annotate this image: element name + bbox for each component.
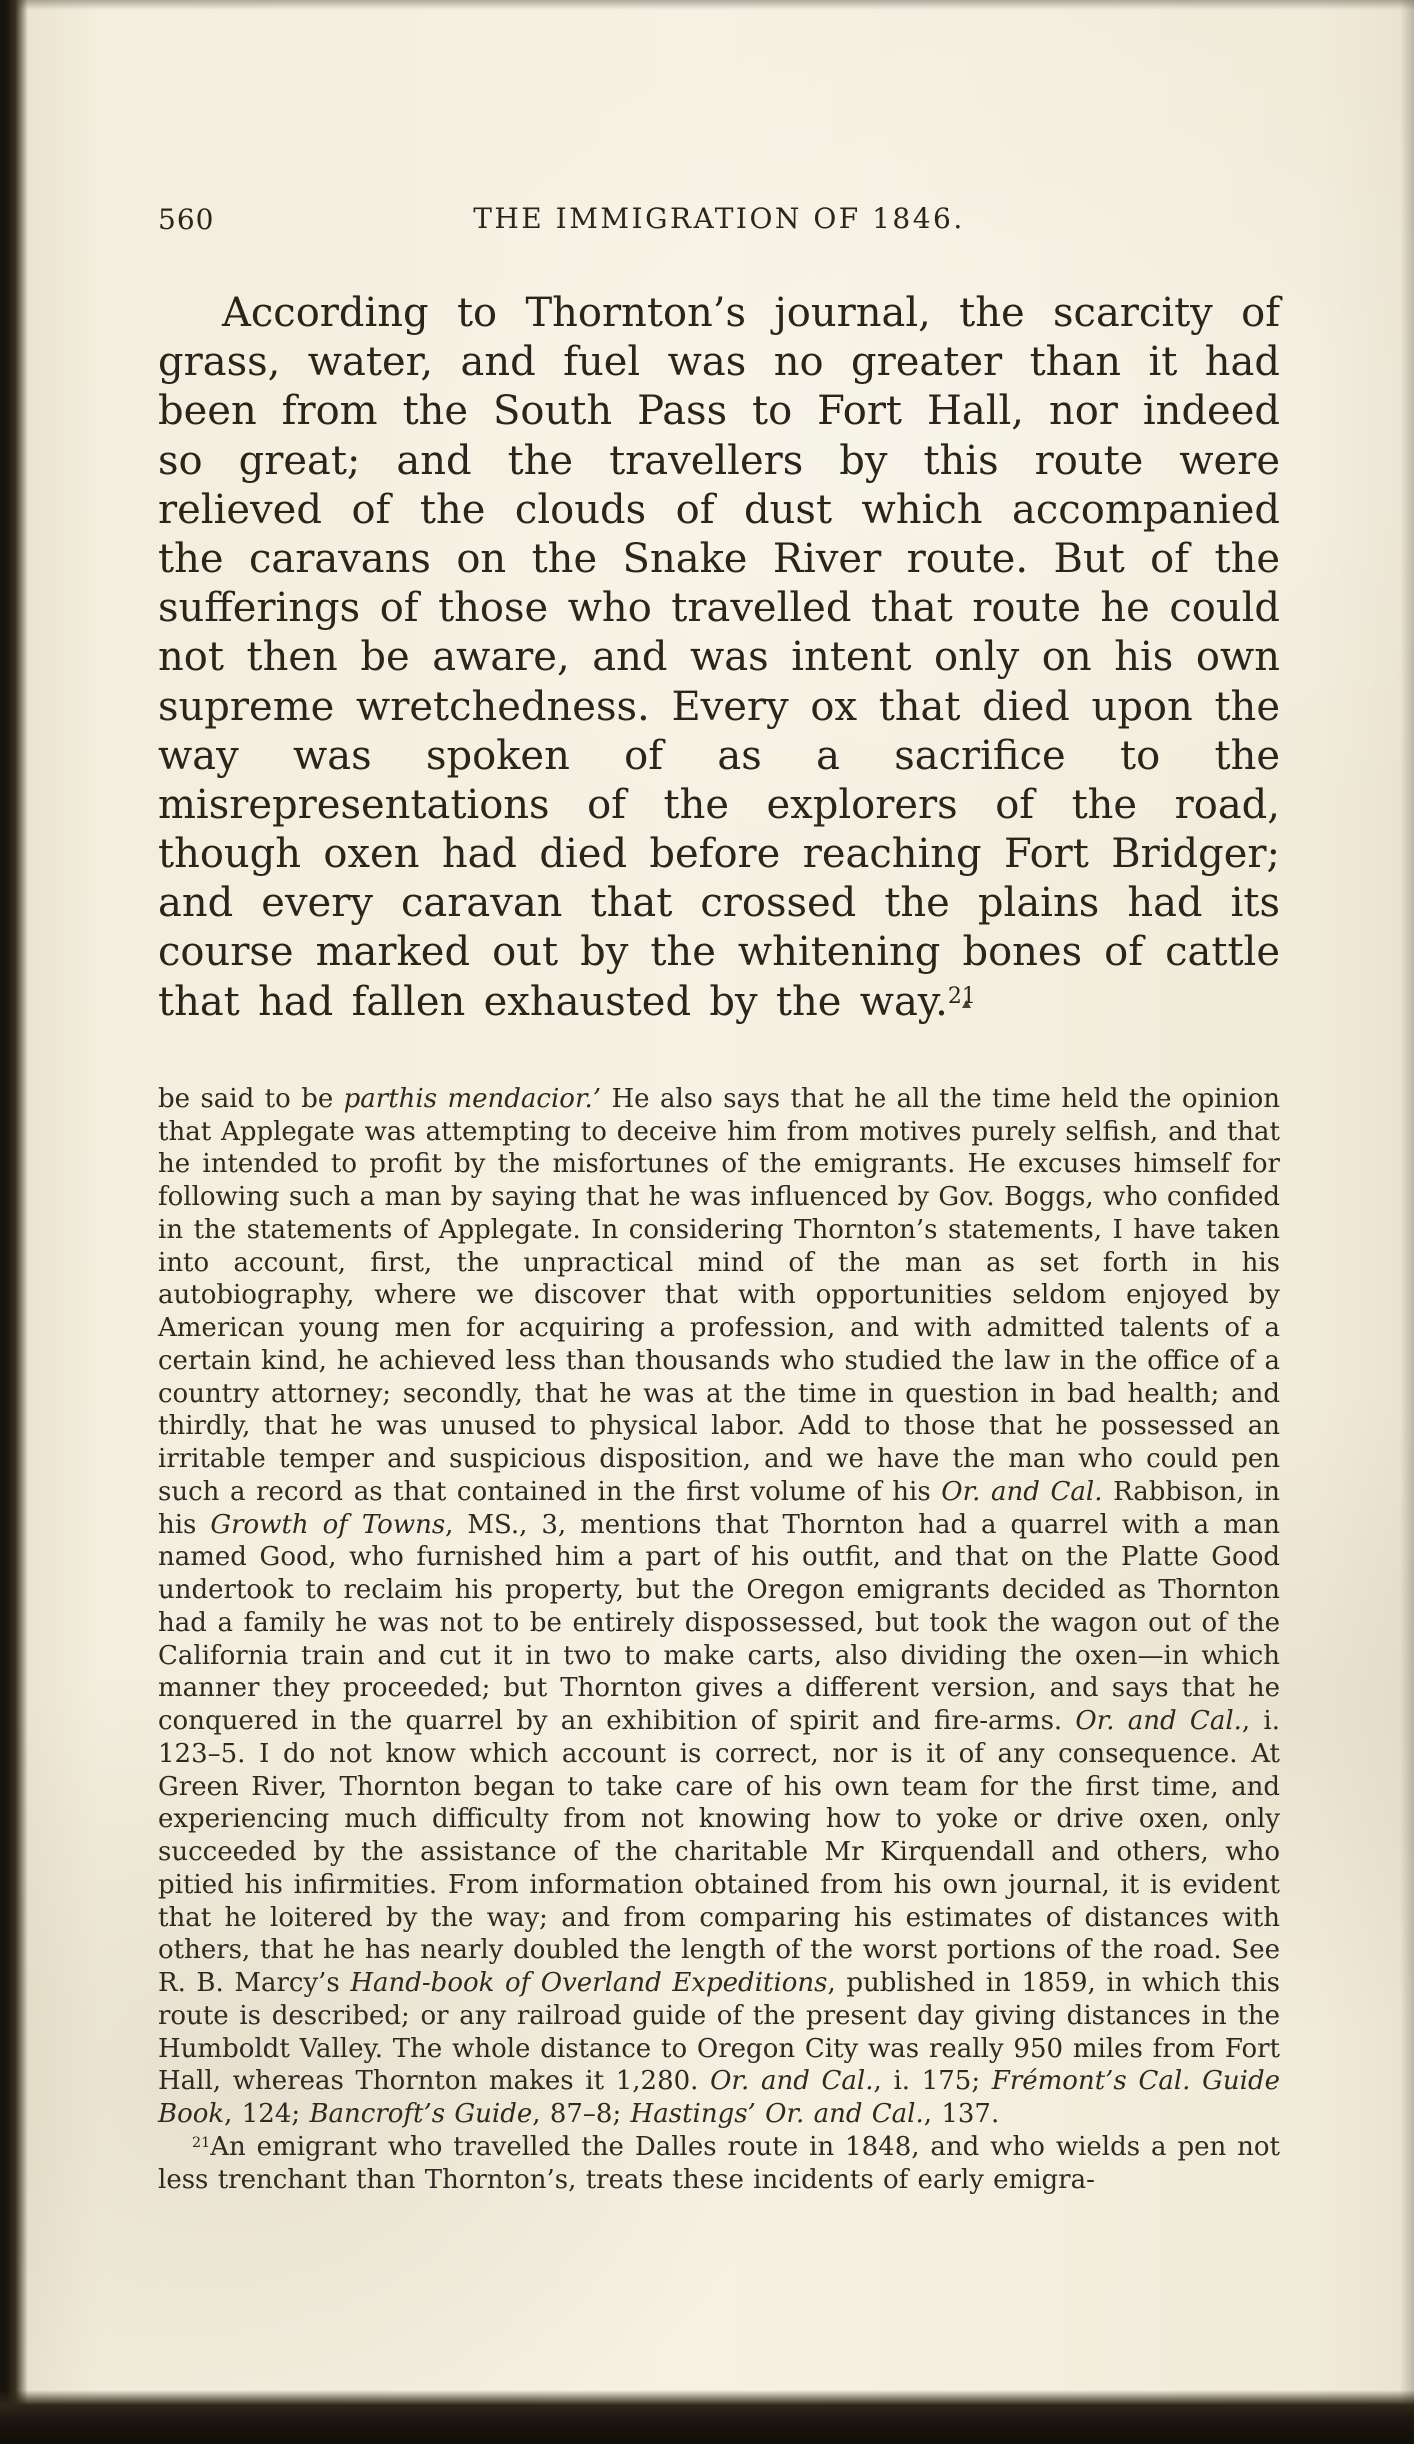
page-number: 560	[158, 203, 215, 236]
footnote-continuation: be said to be parthis mendacior.’ He also says that he all the time held the opinion that Applegate was attempting to deceive him from motives purely selfish, and that he intended to profit by the misfortunes of the emigrants. He excuses himself for following such a man by saying that he was influenced by Gov. Boggs, who confided in the statements of Applegate. In considering Thornton’s statements, I have taken into account, first, the unpractical mind of the man as set forth in his autobiography, where we discover that with opportunities seldom enjoyed by American young men for acquiring a profession, and with admitted talents of a certain kind, he achieved less than thousands who studied the law in the office of a country attorney; secondly, that he was at the time in question in bad health; and thirdly, that he was unused to physical labor. Add to those that he possessed an irritable temper and suspicious disposition, and we have the man who could pen such a record as that contained in the first volume of his Or. and Cal. Rabbison, in his Growth of Towns, MS., 3, mentions that Thornton had a quarrel with a man named Good, who furnished him a part of his outfit, and that on the Platte Good undertook to reclaim his property, but the Oregon emigrants decided as Thornton had a family he was not to be entirely dispossessed, but took the wagon out of the California train and cut it in two to make carts, also dividing the oxen—in which manner they proceeded; but Thornton gives a different version, and says that he conquered in the quarrel by an exhibition of spirit and fire-arms. Or. and Cal., i. 123–5. I do not know which account is correct, nor is it of any consequence. At Green River, Thornton began to take care of his own team for the first time, and experiencing much difficulty from not knowing how to yoke or drive oxen, only succeeded by the assistance of the charitable Mr Kirquendall and others, who pitied his infirmities. From information obtained from his own journal, it is evident that he loitered by the way; and from comparing his estimates of distances with others, that he has nearly doubled the length of the worst portions of the road. See R. B. Marcy’s Hand-book of Overland Expeditions, published in 1859, in which this route is described; or any railroad guide of the present day giving distances in the Humboldt Valley. The whole distance to Oregon City was really 950 miles from Fort Hall, whereas Thornton makes it 1,280. Or. and Cal., i. 175; Frémont’s Cal. Guide Book, 124; Bancroft’s Guide, 87–8; Hastings’ Or. and Cal., 137.	[158, 1083, 1281, 2130]
page-content	[158, 202, 1280, 2196]
page-right-edge-shadow	[1400, 0, 1414, 2444]
running-header	[158, 202, 1280, 235]
footnotes-section	[158, 1083, 1280, 2197]
page-left-edge-shadow	[0, 0, 28, 2444]
page-bottom-edge-shadow	[0, 2390, 1414, 2444]
footnote-21: $^{21}$An emigrant who travelled the Dalles route in 1848, and who wields a pen not less trenchant than Thornton’s, treats these incidents of early emigra-	[158, 2131, 1280, 2195]
page-top-edge-shadow	[0, 0, 1414, 10]
main-paragraph: According to Thornton’s journal, the scarcity of grass, water, and fuel was no greater than it had been from the South Pass to Fort Hall, nor indeed so great; and the travellers by this route were relieved of the clouds of dust which accompanied the caravans on the Snake River route. But of the sufferings of those who travelled that route he could not then be aware, and was intent only on his own supreme wretchedness. Every ox that died upon the way was spoken of as a sacrifice to the misrepresentations of the explorers of the road, though oxen had died before reaching Fort Bridger; and every caravan that crossed the plains had its course marked out by the whitening bones of cattle that had fallen exhausted by the way.$^{21}$	[158, 290, 1280, 1025]
running-header-title: THE IMMIGRATION OF 1846.	[473, 202, 965, 235]
